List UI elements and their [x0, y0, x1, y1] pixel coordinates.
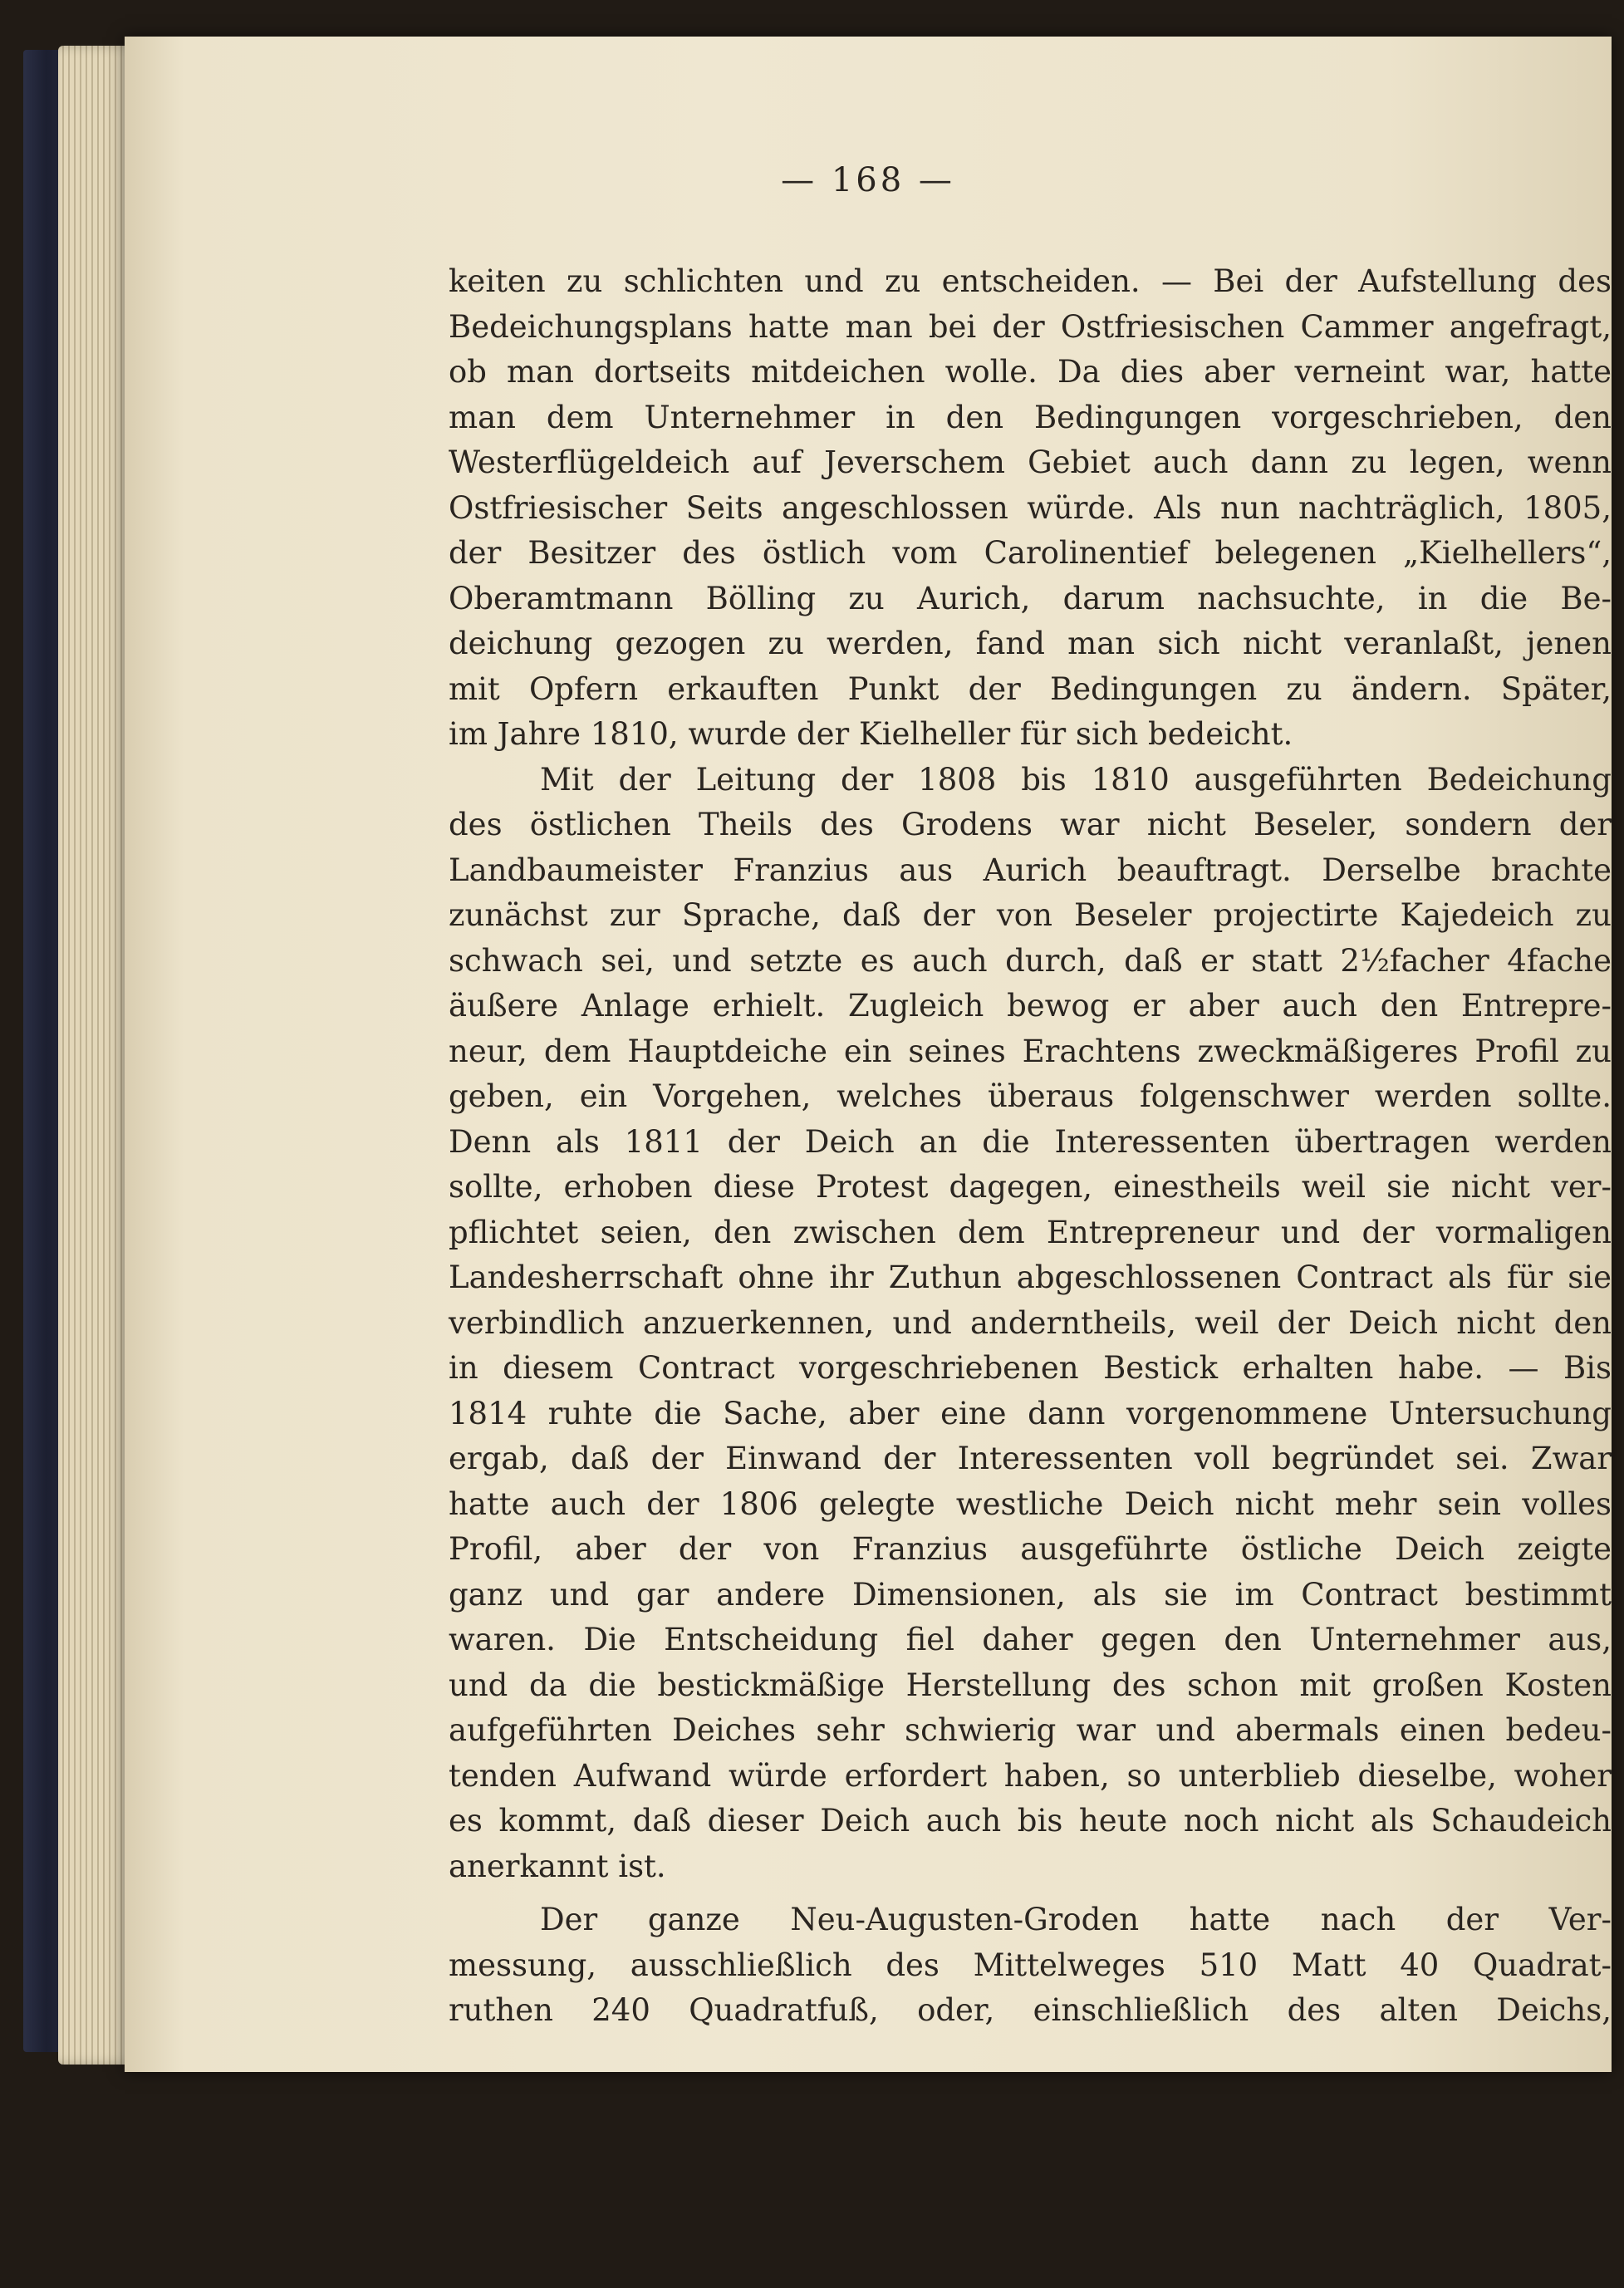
text-line: geben, ein Vorgehen, welches überaus folgenschwer werden sollte.: [449, 1078, 1612, 1114]
text-line: mit Opfern erkauften Punkt der Bedingungen zu ändern. Später,: [449, 670, 1612, 707]
paragraph-3: [449, 1898, 1612, 2034]
text-line: äußere Anlage erhielt. Zugleich bewog er aber auch den Entrepre-: [449, 988, 1612, 1024]
text-line: des östlichen Theils des Grodens war nicht Beseler, sondern der: [449, 807, 1612, 842]
text-line: Westerflügeldeich auf Jeverschem Gebiet auch dann zu legen, wenn: [449, 444, 1612, 480]
paragraph-2: [449, 758, 1612, 1890]
text-line: pflichtet seien, den zwischen dem Entrepreneur und der vormaligen: [449, 1214, 1612, 1250]
text-line: zunächst zur Sprache, daß der von Beseler projectirte Kajedeich zu: [449, 897, 1612, 933]
text-line: tenden Aufwand würde erfordert haben, so unterblieb dieselbe, woher: [449, 1757, 1612, 1794]
text-line: ob man dortseits mitdeichen wolle. Da dies aber verneint war, hatte: [449, 354, 1612, 390]
text-line: es kommt, daß dieser Deich auch bis heute noch nicht als Schaudeich: [449, 1803, 1612, 1839]
text-line: im Jahre 1810, wurde der Kielheller für sich bedeicht.: [449, 716, 1293, 752]
page-number: — 168 —: [781, 161, 955, 199]
text-line: keiten zu schlichten und zu entscheiden. — Bei der Aufstellung des: [449, 263, 1612, 299]
text-line: ganz und gar andere Dimensionen, als sie im Contract bestimmt: [449, 1576, 1612, 1613]
text-line: ergab, daß der Einwand der Interessenten voll begründet sei. Zwar: [449, 1441, 1612, 1476]
text-line: Landesherrschaft ohne ihr Zuthun abgeschlossenen Contract als für sie: [449, 1259, 1612, 1295]
text-line: Bedeichungsplans hatte man bei der Ostfriesischen Cammer angefragt,: [449, 308, 1612, 345]
text-line: der Besitzer des östlich vom Carolinentief belegenen „Kielhellers“,: [449, 535, 1612, 571]
text-line: deichung gezogen zu werden, fand man sich nicht veranlaßt, jenen: [449, 626, 1612, 661]
text-line: Mit der Leitung der 1808 bis 1810 ausgeführten Bedeichung: [540, 761, 1612, 798]
text-line: anerkannt ist.: [449, 1848, 666, 1884]
text-line: verbindlich anzuerkennen, und anderntheils, weil der Deich nicht den: [449, 1304, 1612, 1341]
text-line: Der ganze Neu-Augusten-Groden hatte nach der Ver-: [540, 1902, 1612, 1937]
text-line: aufgeführten Deiches sehr schwierig war und abermals einen bedeu-: [449, 1712, 1612, 1748]
book-page: [125, 37, 1612, 2072]
text-line: waren. Die Entscheidung fiel daher gegen den Unternehmer aus,: [449, 1622, 1612, 1657]
text-line: man dem Unternehmer in den Bedingungen vorgeschrieben, den: [449, 399, 1612, 435]
text-line: Oberamtmann Bölling zu Aurich, darum nachsuchte, in die Be-: [449, 580, 1612, 616]
text-line: Landbaumeister Franzius aus Aurich beauftragt. Derselbe brachte: [449, 852, 1612, 888]
text-line: und da die bestickmäßige Herstellung des schon mit großen Kosten: [449, 1667, 1612, 1703]
paragraph-gap: [449, 1889, 1612, 1898]
text-line: schwach sei, und setzte es auch durch, daß er statt 2½facher 4fache: [449, 942, 1612, 979]
text-line: Ostfriesischer Seits angeschlossen würde. Als nun nachträglich, 1805,: [449, 489, 1612, 526]
text-line: 1814 ruhte die Sache, aber eine dann vorgenommene Untersuchung: [449, 1395, 1612, 1431]
text-line: in diesem Contract vorgeschriebenen Bestick erhalten habe. — Bis: [449, 1350, 1612, 1386]
paragraph-1: [449, 259, 1612, 758]
text-line: messung, ausschließlich des Mittelweges 510 Matt 40 Quadrat-: [449, 1947, 1612, 1983]
text-line: hatte auch der 1806 gelegte westliche Deich nicht mehr sein volles: [449, 1485, 1612, 1522]
text-line: Profil, aber der von Franzius ausgeführte östliche Deich zeigte: [449, 1531, 1612, 1567]
text-line: neur, dem Hauptdeiche ein seines Erachtens zweckmäßigeres Profil zu: [449, 1033, 1612, 1069]
text-line: ruthen 240 Quadratfuß, oder, einschließlich des alten Deichs,: [449, 1992, 1612, 2028]
text-line: Denn als 1811 der Deich an die Interessenten übertragen werden: [449, 1123, 1612, 1160]
page-body-text: [449, 259, 1612, 2034]
text-line: sollte, erhoben diese Protest dagegen, einestheils weil sie nicht ver-: [449, 1169, 1612, 1205]
